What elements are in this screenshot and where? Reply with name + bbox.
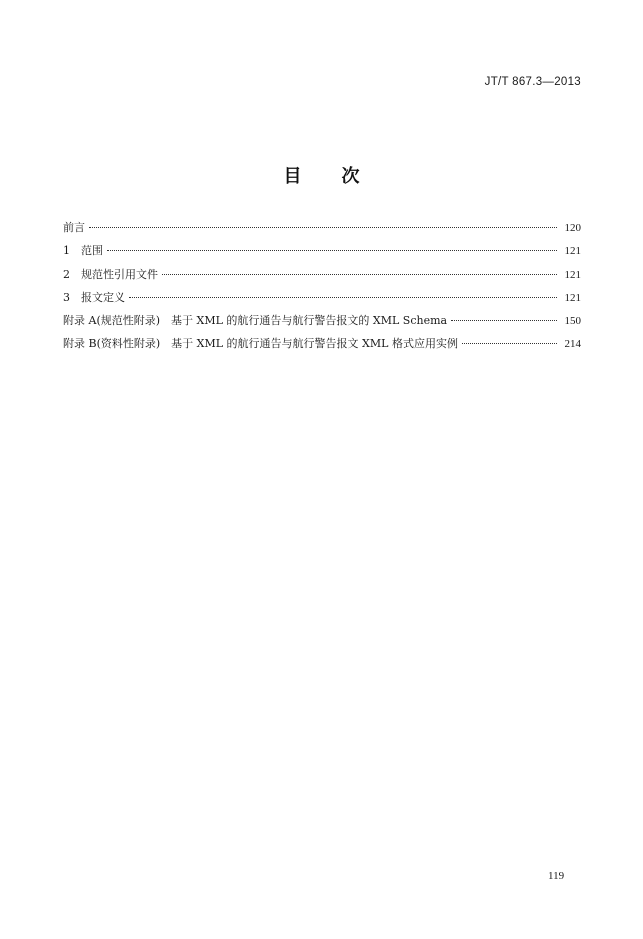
toc-entry-annex-a[interactable] [63, 312, 581, 335]
toc-entry-label: 附录 B(资料性附录) 基于 XML 的航行通告与航行警告报文 XML 格式应用实例 [63, 337, 458, 351]
page-title [0, 162, 643, 188]
page-number: 119 [548, 870, 565, 882]
toc-entry-foreword[interactable] [63, 219, 581, 242]
standard-code: JT/T 867.3—2013 [484, 76, 581, 88]
toc-entry-normative-references[interactable] [63, 266, 581, 289]
toc-entry-message-definition[interactable] [63, 289, 581, 312]
toc-entry-number: 2 [63, 267, 70, 281]
toc-entry-scope[interactable] [63, 242, 581, 265]
toc-dot-leader [162, 272, 557, 275]
toc-page-number: 121 [564, 245, 581, 258]
toc-page-number: 121 [564, 291, 581, 304]
toc-entry-number: 1 [63, 244, 70, 258]
toc-dot-leader [129, 295, 557, 298]
toc-entry-label: 范围 [81, 244, 103, 258]
toc-page-number: 214 [564, 338, 581, 351]
toc-page-number: 120 [564, 222, 581, 234]
toc-page-number: 150 [564, 315, 581, 328]
toc-page-number: 121 [564, 268, 581, 281]
toc-entry-label: 报文定义 [81, 290, 125, 304]
toc-dot-leader [451, 318, 557, 321]
toc-dot-leader [89, 225, 557, 228]
toc-entry-label: 规范性引用文件 [81, 267, 158, 281]
toc-entry-annex-b[interactable] [63, 335, 581, 358]
toc-entry-label: 前言 [63, 221, 85, 234]
toc-entry-number: 3 [63, 290, 70, 304]
toc-entry-label: 附录 A(规范性附录) 基于 XML 的航行通告与航行警告报文的 XML Schema [63, 314, 448, 328]
title-char-2: 次 [341, 166, 360, 187]
toc-dot-leader [107, 248, 557, 251]
table-of-contents [63, 219, 581, 359]
toc-dot-leader [462, 341, 557, 344]
title-char-1: 目 [283, 166, 302, 187]
